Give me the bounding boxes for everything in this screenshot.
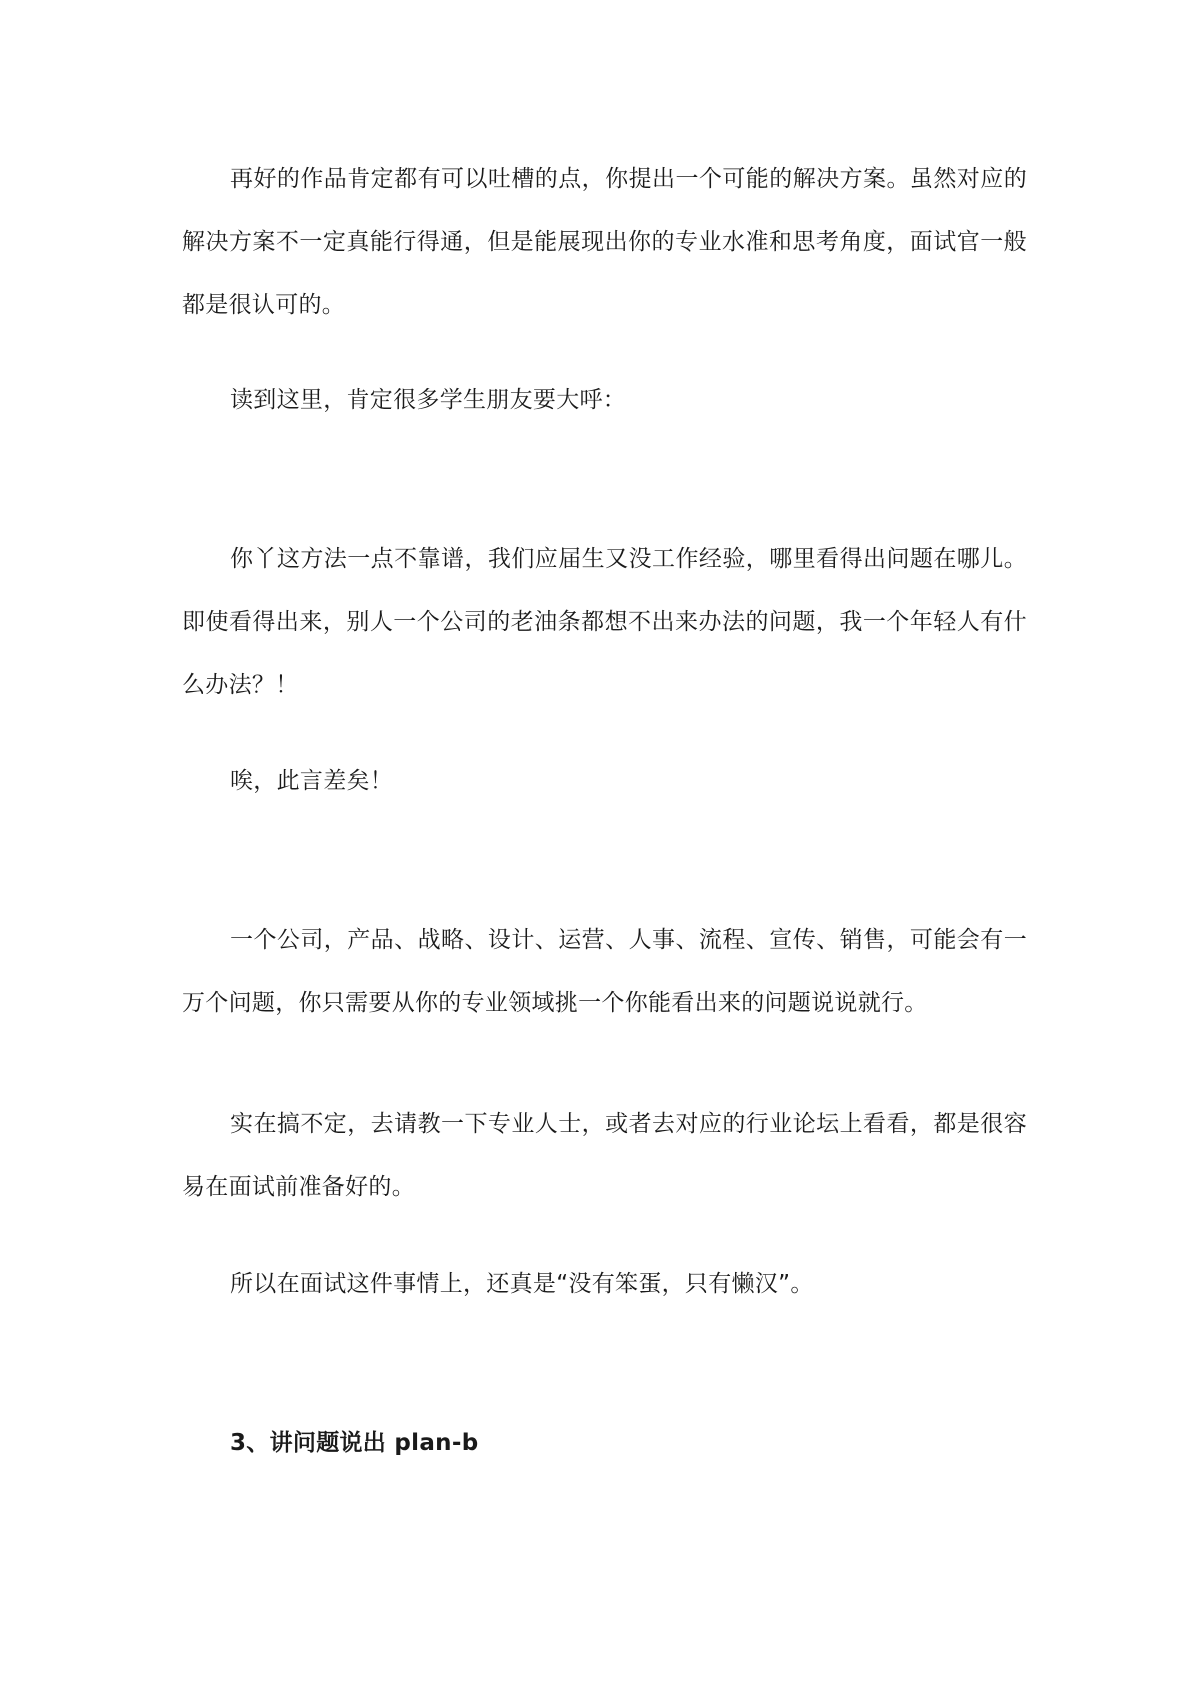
- section-heading: 3、讲问题说出 plan-b: [230, 1430, 479, 1456]
- paragraph-4: 唉，此言差矣！: [230, 768, 394, 794]
- paragraph-6: 实在搞不定，去请教一下专业人士，或者去对应的行业论坛上看看，都是很容易在面试前准备好的。: [182, 1111, 1027, 1200]
- paragraph-3: 你丫这方法一点不靠谱，我们应届生又没工作经验，哪里看得出问题在哪儿。即使看得出来，别人一个公司的老油条都想不出来办法的问题，我一个年轻人有什么办法？！: [182, 546, 1027, 698]
- paragraph-5: 一个公司，产品、战略、设计、运营、人事、流程、宣传、销售，可能会有一万个问题，你只需要从你的专业领域挑一个你能看出来的问题说说就行。: [182, 927, 1027, 1016]
- paragraph-7: 所以在面试这件事情上，还真是“没有笨蛋，只有懒汉”。: [230, 1271, 814, 1297]
- paragraph-1: 再好的作品肯定都有可以吐槽的点，你提出一个可能的解决方案。虽然对应的解决方案不一定真能行得通，但是能展现出你的专业水准和思考角度，面试官一般都是很认可的。: [182, 166, 1027, 318]
- paragraph-2: 读到这里，肯定很多学生朋友要大呼：: [230, 387, 627, 413]
